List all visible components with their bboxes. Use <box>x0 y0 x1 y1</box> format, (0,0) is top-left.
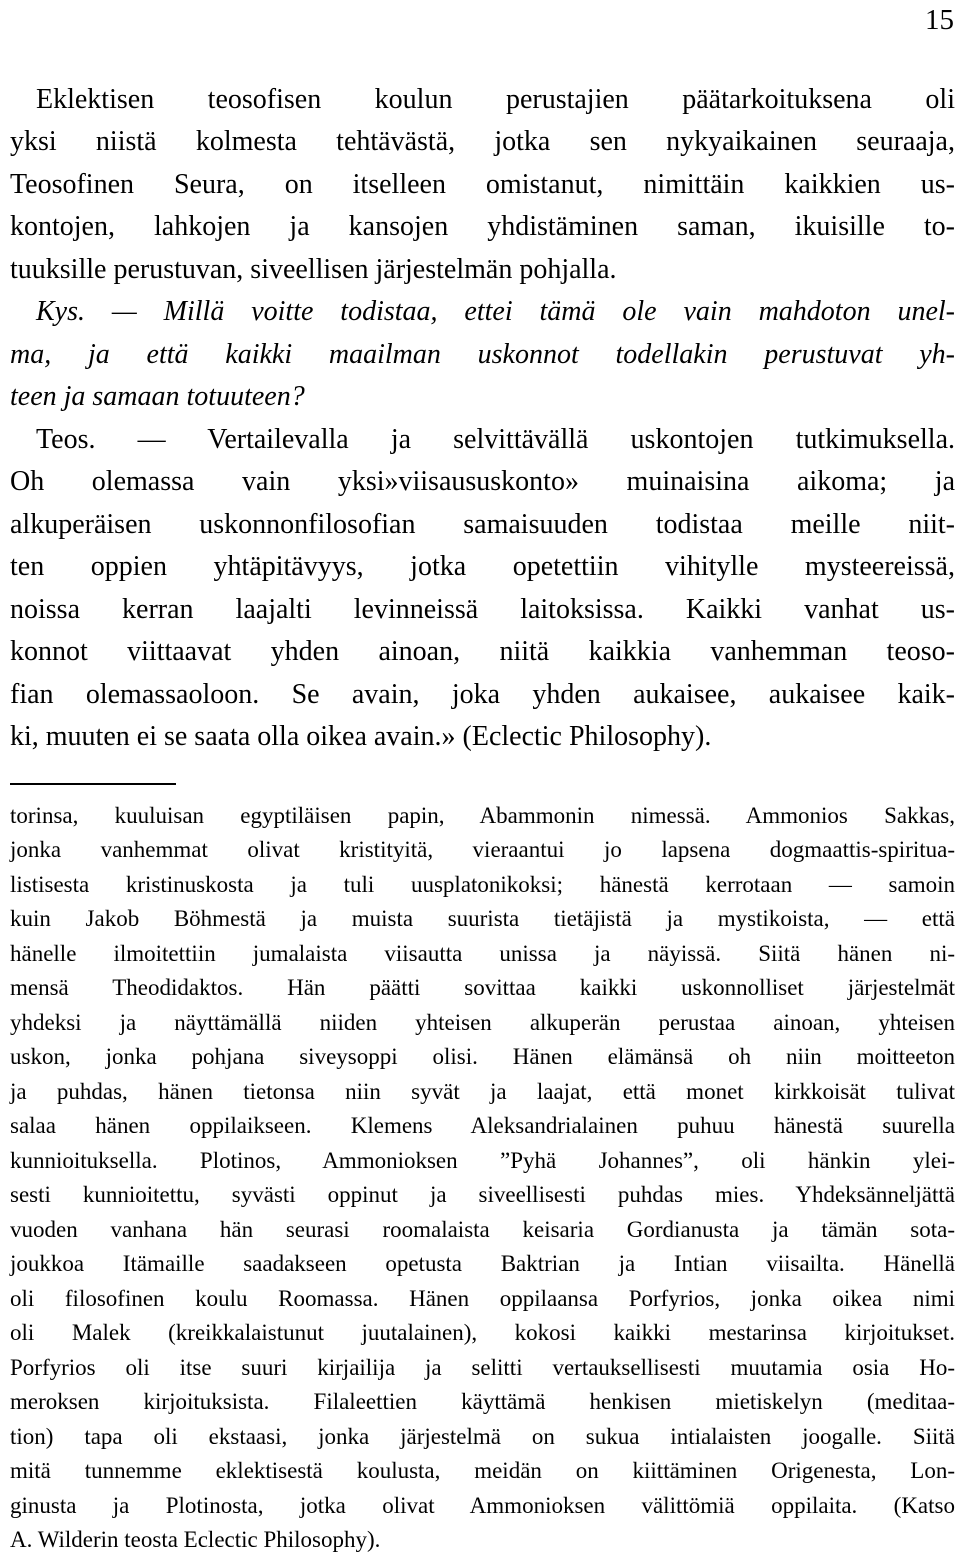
answer-line: ten oppien yhtäpitävyys, jotka opetettiin vihitylle mysteereissä, <box>10 551 955 582</box>
footnote-line: sesti kunnioitettu, syvästi oppinut ja siveellisesti puhdas mies. Yhdeksänneljättä <box>10 1182 955 1207</box>
answer-line: alkuperäisen uskonnonfilosofian samaisuuden todistaa meille niit- <box>10 509 955 540</box>
footnote-line: yhdeksi ja näyttämällä niiden yhteisen alkuperän perustaa ainoan, yhteisen <box>10 1010 955 1035</box>
footnote-line: uskon, jonka pohjana siveysoppi olisi. Hänen elämänsä oh niin moitteeton <box>10 1044 955 1069</box>
paragraph-line: tuuksille perustuvan, siveellisen järjestelmän pohjalla. <box>10 254 617 285</box>
footnote-line: kuin Jakob Böhmestä ja muista suurista tietäjistä ja mystikoista, — että <box>10 906 955 931</box>
answer-line: Teos. — Vertailevalla ja selvittävällä uskontojen tutkimuksella. <box>36 424 955 455</box>
paragraph-line: yksi niistä kolmesta tehtävästä, jotka sen nykyaikainen seuraaja, <box>10 126 955 157</box>
question-line: teen ja samaan totuuteen? <box>10 381 305 412</box>
answer-line: fian olemassaoloon. Se avain, joka yhden aukaisee, aukaisee kaik- <box>10 679 955 710</box>
answer-line: konnot viittaavat yhden ainoan, niitä kaikkia vanhemman teoso- <box>10 636 955 667</box>
footnote-line: listisesta kristinuskosta ja tuli uusplatonikoksi; hänestä kerrotaan — samoin <box>10 872 955 897</box>
footnote-line: joukkoa Itämaille saadakseen opetusta Baktrian ja Intian viisailta. Hänellä <box>10 1251 955 1276</box>
footnote-line: ja puhdas, hänen tietonsa niin syvät ja laajat, että monet kirkkoisät tulivat <box>10 1079 955 1104</box>
footnote-line: oli filosofinen koulu Roomassa. Hänen oppilaansa Porfyrios, jonka oikea nimi <box>10 1286 955 1311</box>
footnote-line: torinsa, kuuluisan egyptiläisen papin, Abammonin nimessä. Ammonios Sakkas, <box>10 803 955 828</box>
footnote-line: tion) tapa oli ekstaasi, jonka järjestelmä on sukua intialaisten joogalle. Siitä <box>10 1424 955 1449</box>
answer-line: Oh olemassa vain yksi»viisaususkonto» muinaisina aikoma; ja <box>10 466 955 497</box>
footnote-line: meroksen kirjoituksista. Filaleettien käyttämä henkisen mietiskelyn (meditaa- <box>10 1389 955 1414</box>
answer-line: noissa kerran laajalti levinneissä laitoksissa. Kaikki vanhat us- <box>10 594 955 625</box>
footnote-line: salaa hänen oppilaikseen. Klemens Aleksandrialainen puhuu hänestä suurella <box>10 1113 955 1138</box>
footnote-line: Porfyrios oli itse suuri kirjailija ja selitti vertauksellisesti muutamia osia Ho- <box>10 1355 955 1380</box>
paragraph-line: Teosofinen Seura, on itselleen omistanut, nimittäin kaikkien us- <box>10 169 955 200</box>
paragraph-line: Eklektisen teosofisen koulun perustajien päätarkoituksena oli <box>36 84 955 115</box>
footnote-line: mitä tunnemme eklektisestä koulusta, meidän on kiittäminen Origenesta, Lon- <box>10 1458 955 1483</box>
footnote-line: kunnioituksella. Plotinos, Ammonioksen ”Pyhä Johannes”, oli hänkin ylei- <box>10 1148 955 1173</box>
page-number: 15 <box>925 4 954 36</box>
question-line: Kys. — Millä voitte todistaa, ettei tämä ole vain mahdoton unel- <box>36 296 955 327</box>
footnote-divider <box>10 783 176 785</box>
footnote-line: ginusta ja Plotinosta, jotka olivat Ammonioksen välittömiä oppilaita. (Katso <box>10 1493 955 1518</box>
footnote-line: hänelle ilmoitettiin jumalaista viisautta unissa ja näyissä. Siitä hänen ni- <box>10 941 955 966</box>
paragraph-line: kontojen, lahkojen ja kansojen yhdistäminen saman, ikuisille to- <box>10 211 955 242</box>
question-line: ma, ja että kaikki maailman uskonnot todellakin perustuvat yh- <box>10 339 955 370</box>
footnote-line: oli Malek (kreikkalaistunut juutalainen), kokosi kaikki mestarinsa kirjoitukset. <box>10 1320 955 1345</box>
footnote-line: A. Wilderin teosta Eclectic Philosophy). <box>10 1527 381 1552</box>
footnote-line: mensä Theodidaktos. Hän päätti sovittaa kaikki uskonnolliset järjestelmät <box>10 975 955 1000</box>
answer-line: ki, muuten ei se saata olla oikea avain.» (Eclectic Philosophy). <box>10 721 712 752</box>
footnote-line: jonka vanhemmat olivat kristityitä, vieraantui jo lapsena dogmaattis-spiritua- <box>10 837 955 862</box>
footnote-line: vuoden vanhana hän seurasi roomalaista keisaria Gordianusta ja tämän sota- <box>10 1217 955 1242</box>
